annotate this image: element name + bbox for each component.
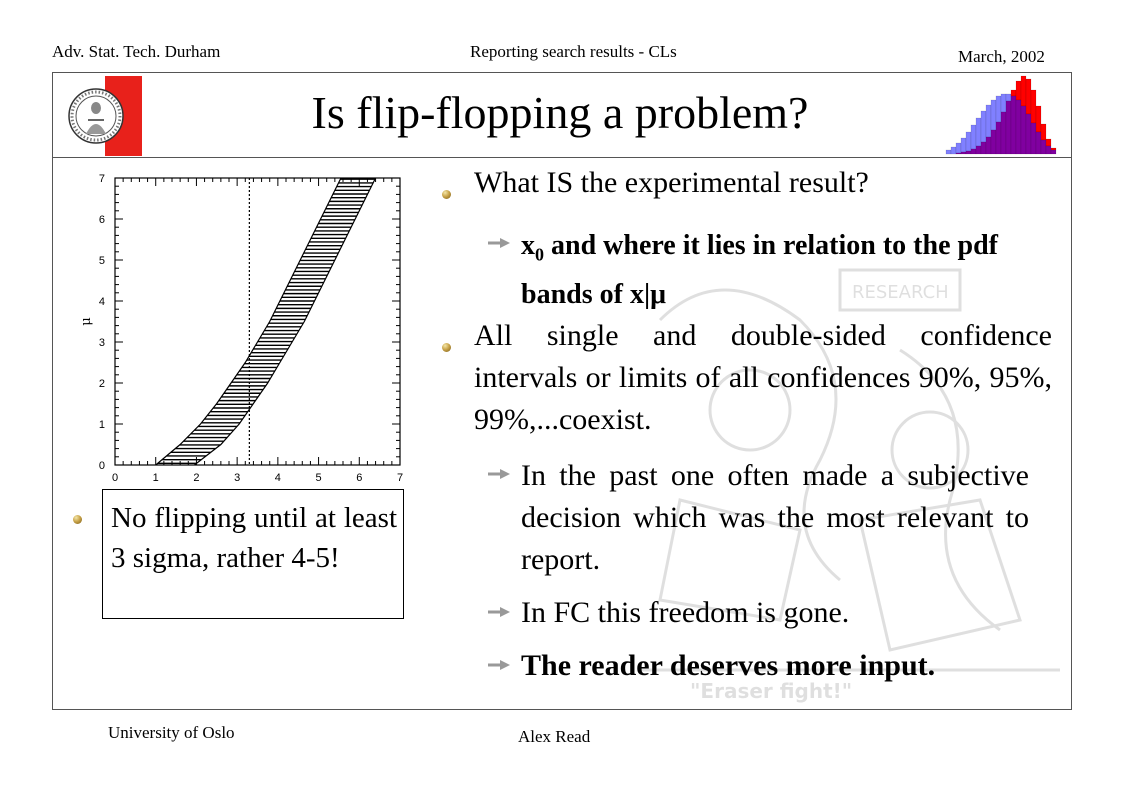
hist-bar-overlap bbox=[981, 142, 986, 154]
bullet-2-text: and where it lies in relation to the pdf bands of x|μ bbox=[521, 230, 998, 310]
hist-bar-blue bbox=[986, 105, 991, 137]
callout-box bbox=[102, 489, 404, 619]
hist-bar-overlap bbox=[1016, 100, 1021, 154]
hist-bar-red bbox=[1021, 76, 1026, 106]
callout-text: No flipping until at least 3 sigma, rather 4-5! bbox=[111, 502, 397, 574]
y-tick-label: 4 bbox=[98, 296, 105, 308]
hist-bar-red bbox=[1011, 90, 1016, 96]
y-tick-label: 5 bbox=[98, 255, 105, 267]
hist-bar-red bbox=[1051, 148, 1056, 150]
hist-bar-blue bbox=[976, 118, 981, 146]
hist-bar-red bbox=[1031, 90, 1036, 123]
arrow-bullet-icon bbox=[488, 607, 510, 617]
arrow-bullet-icon bbox=[488, 469, 510, 479]
bullet-6: The reader deserves more input. bbox=[521, 649, 936, 682]
bullet-dot-icon bbox=[73, 515, 82, 524]
hist-bar-blue bbox=[946, 150, 951, 154]
hist-bar-overlap bbox=[961, 152, 966, 154]
bullet-3: All single and double-sided confidence intervals or limits of all confidences 90%, 95%, 99%,...coexist. bbox=[474, 319, 1052, 436]
x-tick-label: 0 bbox=[111, 472, 119, 484]
footer-center: Alex Read bbox=[518, 727, 591, 746]
x-tick-label: 7 bbox=[396, 472, 404, 484]
hist-bar-overlap bbox=[971, 149, 976, 154]
title-divider bbox=[52, 157, 1072, 158]
arrow-bullet-icon bbox=[488, 238, 510, 248]
header-right: March, 2002 bbox=[958, 47, 1045, 66]
y-tick-label: 0 bbox=[98, 460, 105, 472]
hist-bar-blue bbox=[951, 147, 956, 154]
footer-left: University of Oslo bbox=[108, 723, 235, 742]
bullet-2-subscript: 0 bbox=[535, 244, 544, 265]
bullet-2-prefix: x bbox=[521, 230, 535, 261]
bullet-dot-icon bbox=[442, 343, 451, 352]
confidence-belt-chart bbox=[79, 168, 412, 498]
bullet-1: What IS the experimental result? bbox=[474, 166, 869, 199]
hist-bar-red bbox=[1046, 139, 1051, 146]
hist-bar-blue bbox=[956, 143, 961, 153]
hist-bar-overlap bbox=[991, 130, 996, 154]
hist-bar-blue bbox=[971, 125, 976, 149]
x-tick-label: 4 bbox=[274, 472, 281, 484]
y-tick-label: 7 bbox=[98, 173, 105, 185]
hist-bar-overlap bbox=[1006, 101, 1011, 154]
watermark-caption: "Eraser fight!" bbox=[690, 679, 853, 703]
hist-bar-overlap bbox=[966, 151, 971, 154]
y-tick-label: 2 bbox=[98, 378, 105, 390]
bullet-5: In FC this freedom is gone. bbox=[521, 596, 850, 629]
header-left: Adv. Stat. Tech. Durham bbox=[52, 42, 221, 61]
hist-bar-blue bbox=[961, 138, 966, 152]
x-tick-label: 5 bbox=[315, 472, 322, 484]
hist-bar-blue bbox=[991, 100, 996, 130]
plot-frame bbox=[115, 178, 400, 465]
watermark-sign: RESEARCH bbox=[852, 282, 949, 303]
hist-bar-overlap bbox=[1046, 146, 1051, 154]
hist-bar-overlap bbox=[1026, 114, 1031, 154]
hist-bar-overlap bbox=[986, 137, 991, 154]
hist-bar-overlap bbox=[1011, 96, 1016, 154]
hist-bar-overlap bbox=[1031, 123, 1036, 154]
y-axis-label: μ bbox=[79, 317, 94, 326]
x-tick-label: 2 bbox=[193, 472, 200, 484]
header-center: Reporting search results - CLs bbox=[470, 42, 677, 61]
hist-bar-red bbox=[1041, 124, 1046, 140]
hist-bar-overlap bbox=[956, 153, 961, 154]
hist-bar-blue bbox=[996, 96, 1001, 122]
hist-bar-overlap bbox=[1001, 112, 1006, 154]
band-lower-edge bbox=[156, 178, 341, 465]
x-tick-label: 1 bbox=[152, 472, 159, 484]
hist-bar-overlap bbox=[1021, 106, 1026, 154]
hist-bar-blue bbox=[1001, 94, 1006, 112]
hist-bar-overlap bbox=[996, 122, 1001, 154]
y-tick-label: 3 bbox=[98, 337, 105, 349]
hist-bar-red bbox=[1026, 79, 1031, 114]
y-tick-label: 6 bbox=[98, 214, 105, 226]
hist-bar-blue bbox=[1006, 94, 1011, 101]
hist-bar-overlap bbox=[1041, 140, 1046, 154]
hist-bar-red bbox=[1036, 106, 1041, 132]
hist-bar-overlap bbox=[1051, 150, 1056, 154]
x-tick-label: 3 bbox=[234, 472, 241, 484]
hist-bar-blue bbox=[981, 111, 986, 142]
bullet-dot-icon bbox=[442, 190, 451, 199]
hist-bar-overlap bbox=[976, 146, 981, 154]
hist-bar-red bbox=[1016, 81, 1021, 100]
arrow-bullet-icon bbox=[488, 660, 510, 670]
page-title: Is flip-flopping a problem? bbox=[311, 87, 809, 138]
bullet-4: In the past one often made a subjective decision which was the most relevant to report. bbox=[521, 459, 1029, 576]
y-tick-label: 1 bbox=[98, 419, 105, 431]
band-upper-edge bbox=[194, 178, 375, 465]
university-logo bbox=[64, 76, 142, 156]
bullet-2 bbox=[521, 226, 1021, 314]
hist-bar-overlap bbox=[1036, 132, 1041, 154]
x-tick-label: 6 bbox=[356, 472, 363, 484]
